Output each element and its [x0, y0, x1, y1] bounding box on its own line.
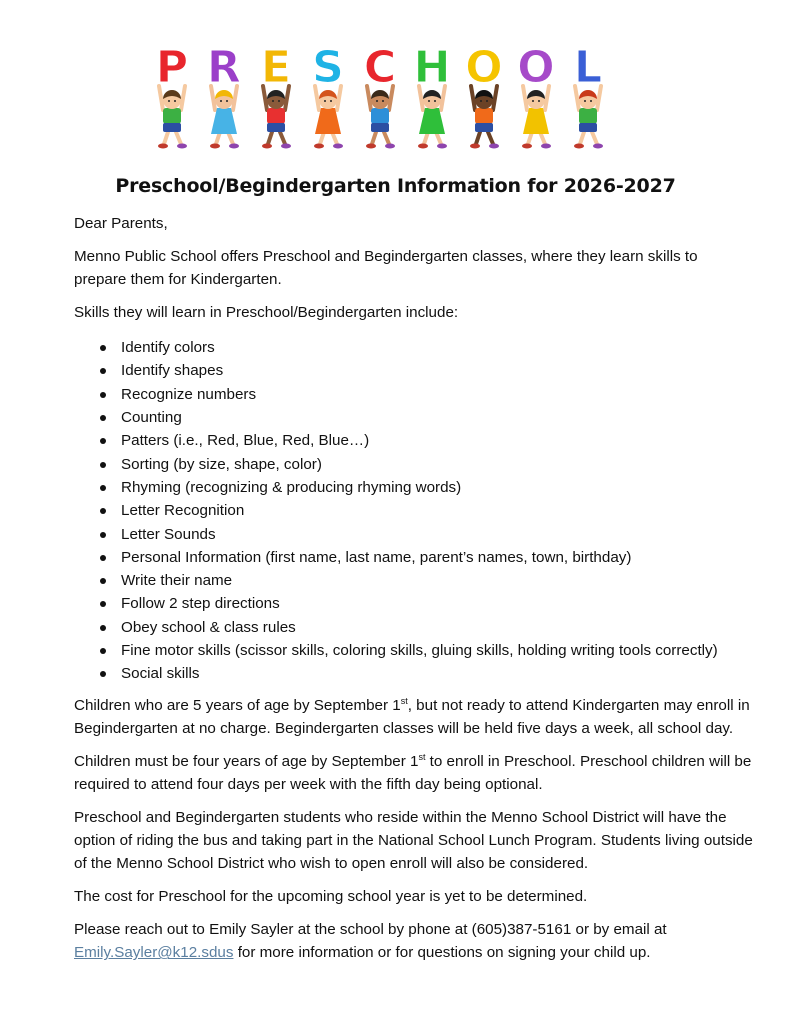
bullet-icon [100, 438, 106, 444]
banner-letter: E [260, 42, 292, 93]
child-figure [522, 86, 551, 149]
bullet-icon [100, 462, 106, 468]
list-item: Write their name [74, 569, 754, 592]
bullet-icon [100, 415, 106, 421]
bullet-icon [100, 555, 106, 561]
bullet-icon [100, 578, 106, 584]
list-item: Sorting (by size, shape, color) [74, 453, 754, 476]
list-item: Social skills [74, 662, 754, 685]
banner-letter: H [413, 42, 451, 93]
bullet-icon [100, 601, 106, 607]
bullet-icon [100, 345, 106, 351]
child-figure [470, 86, 499, 149]
bullet-icon [100, 392, 106, 398]
letter-body [74, 212, 754, 974]
banner-children [158, 86, 603, 149]
bullet-icon [100, 508, 106, 514]
bullet-icon [100, 532, 106, 538]
list-item: Recognize numbers [74, 383, 754, 406]
child-figure [314, 86, 343, 149]
bullet-icon [100, 648, 106, 654]
banner-letter: R [207, 42, 241, 93]
cost-paragraph: The cost for Preschool for the upcoming school year is yet to be determined. [74, 888, 588, 906]
banner-letter: S [312, 42, 344, 93]
child-figure [210, 86, 239, 149]
banner-letter: O [465, 42, 503, 93]
list-item: Obey school & class rules [74, 616, 754, 639]
skills-list [74, 336, 754, 685]
list-item: Follow 2 step directions [74, 592, 754, 615]
list-item: Rhyming (recognizing & producing rhyming words) [74, 476, 754, 499]
list-item: Patters (i.e., Red, Blue, Red, Blue…) [74, 429, 754, 452]
preschool-banner-logo [150, 40, 630, 152]
bullet-icon [100, 625, 106, 631]
list-item: Letter Sounds [74, 523, 754, 546]
bullet-icon [100, 368, 106, 374]
preschool-age-paragraph: Children must be four years of age by September 1st to enroll in Preschool. Preschool children will be required to attend four days per week with the fifth day being optional. [74, 751, 752, 794]
banner-letter: P [155, 42, 189, 93]
banner-letter: C [363, 42, 397, 93]
banner-letter: O [517, 42, 555, 93]
child-figure [158, 86, 187, 149]
bullet-icon [100, 671, 106, 677]
list-item: Personal Information (first name, last name, parent’s names, town, birthday) [74, 546, 754, 569]
contact-paragraph: Please reach out to Emily Sayler at the school by phone at (605)387-5161 or by email at Emily.Sayler@k12.sdus for more information or for questions on signing your child up. [74, 921, 667, 962]
list-item: Identify colors [74, 336, 754, 359]
greeting: Dear Parents, [74, 215, 168, 232]
child-figure [418, 86, 447, 149]
list-item: Counting [74, 406, 754, 429]
skills-heading: Skills they will learn in Preschool/Begindergarten include: [74, 303, 459, 321]
child-figure [262, 86, 291, 149]
banner-letter: L [573, 42, 603, 93]
bus-lunch-paragraph: Preschool and Begindergarten students who reside within the Menno School District will have the option of riding the bus and taking part in the National School Lunch Program. Students living outside of the Menno School District who wish to open enroll will also be considered. [74, 808, 753, 873]
banner-letters [156, 42, 602, 93]
list-item: Identify shapes [74, 359, 754, 382]
intro-paragraph: Menno Public School offers Preschool and Begindergarten classes, where they learn skills to prepare them for Kindergarten. [74, 247, 698, 289]
child-figure [574, 86, 603, 149]
bullet-icon [100, 485, 106, 491]
list-item: Letter Recognition [74, 499, 754, 522]
begindergarten-paragraph: Children who are 5 years of age by September 1st, but not ready to attend Kindergarten may enroll in Begindergarten at no charge. Begindergarten classes will be held five days a week, all school day. [74, 695, 750, 737]
page-title: Preschool/Begindergarten Information for 2026-2027 [115, 175, 676, 197]
email-link[interactable]: Emily.Sayler@k12.sdus [74, 944, 234, 962]
list-item: Fine motor skills (scissor skills, coloring skills, gluing skills, holding writing tools correctly) [74, 639, 754, 662]
child-figure [366, 86, 395, 149]
